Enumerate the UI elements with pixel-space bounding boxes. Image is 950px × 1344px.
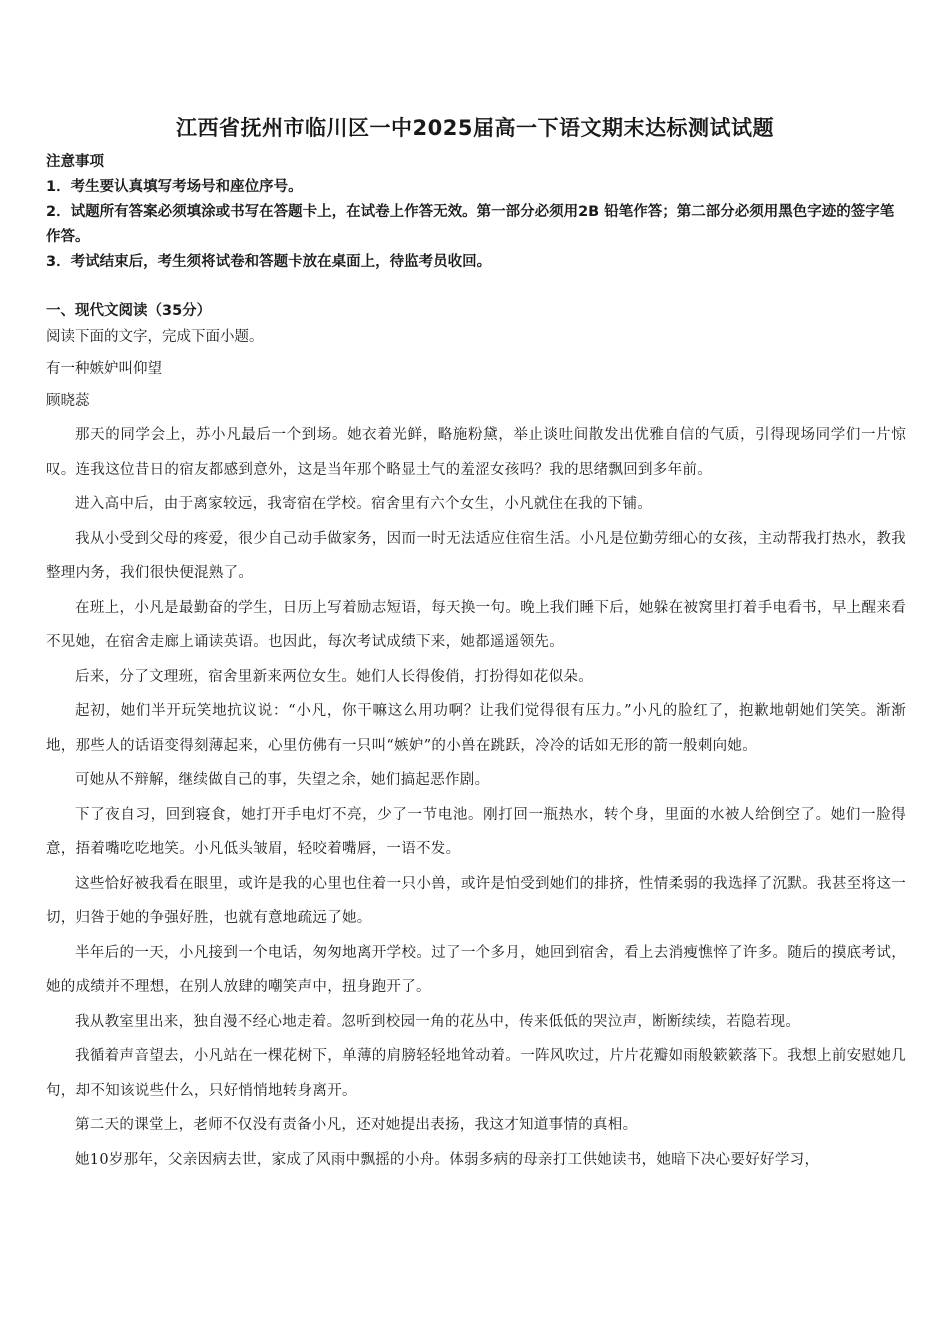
notice-heading: 注意事项	[46, 154, 104, 170]
page-title: 江西省抚州市临川区一中2025届高一下语文期末达标测试试题	[176, 116, 774, 140]
article-paragraph: 这些恰好被我看在眼里，或许是我的心里也住着一只小兽，或许是怕受到她们的排挤，性情柔弱的我选择了沉默。我甚至将这一切，归咎于她的争强好胜，也就有意地疏远了她。	[46, 875, 906, 926]
article-paragraph: 后来，分了文理班，宿舍里新来两位女生。她们人长得俊俏，打扮得如花似朵。	[75, 668, 593, 685]
article-paragraph: 第二天的课堂上，老师不仅没有责备小凡，还对她提出表扬，我这才知道事情的真相。	[75, 1117, 638, 1133]
article-author: 顾晓蕊	[46, 393, 90, 409]
article-paragraph: 可她从不辩解，继续做自己的事，失望之余，她们搞起恶作剧。	[75, 772, 490, 788]
article-paragraph: 在班上，小凡是最勤奋的学生，日历上写着励志短语，每天换一句。晚上我们睡下后，她躲在被窝里打着手电看书，早上醒来看不见她，在宿舍走廊上诵读英语。也因此，每次考试成绩下来，她都遥遥领先。	[46, 599, 906, 650]
notice-item: 2．试题所有答案必须填涂或书写在答题卡上，在试卷上作答无效。第一部分必须用2B 铅笔作答；第二部分必须用黑色字迹的签字笔作答。	[46, 204, 895, 245]
article-paragraph: 进入高中后，由于离家较远，我寄宿在学校。宿舍里有六个女生，小凡就住在我的下铺。	[75, 496, 653, 512]
article-paragraph: 我循着声音望去，小凡站在一棵花树下，单薄的肩膀轻轻地耸动着。一阵风吹过，片片花瓣如雨般簌簌落下。我想上前安慰她几句，却不知该说些什么，只好悄悄地转身离开。	[46, 1048, 906, 1099]
section-title: 一、现代文阅读（35分）	[46, 303, 212, 319]
article-paragraph: 半年后的一天，小凡接到一个电话，匆匆地离开学校。过了一个多月，她回到宿舍，看上去消瘦憔悴了许多。随后的摸底考试，她的成绩并不理想，在别人放肆的嘲笑声中，扭身跑开了。	[46, 944, 906, 995]
article-paragraph: 下了夜自习，回到寝食，她打开手电灯不亮，少了一节电池。刚打回一瓶热水，转个身，里面的水被人给倒空了。她们一脸得意，捂着嘴吃吃地笑。小凡低头皱眉，轻咬着嘴唇，一语不发。	[46, 806, 906, 857]
article-paragraph: 我从小受到父母的疼爱，很少自己动手做家务，因而一时无法适应住宿生活。小凡是位勤劳细心的女孩，主动帮我打热水，教我整理内务，我们很快便混熟了。	[46, 530, 906, 581]
article-paragraph: 我从教室里出来，独自漫不经心地走着。忽听到校园一角的花丛中，传来低低的哭泣声，断断续续，若隐若现。	[75, 1013, 801, 1030]
article-paragraph: 那天的同学会上，苏小凡最后一个到场。她衣着光鲜，略施粉黛，举止谈吐间散发出优雅自信的气质，引得现场同学们一片惊叹。连我这位昔日的宿友都感到意外，这是当年那个略显土气的羞涩女孩吗？我的思绪飘回到多年前。	[46, 427, 906, 478]
notice-section	[46, 150, 906, 275]
reading-section	[46, 300, 906, 1177]
notice-item: 3．考试结束后，考生须将试卷和答题卡放在桌面上，待监考员收回。	[46, 254, 492, 270]
notice-item: 1．考生要认真填写考场号和座位序号。	[46, 179, 303, 195]
article-paragraph: 她10岁那年，父亲因病去世，家成了风雨中飘摇的小舟。体弱多病的母亲打工供她读书，她暗下决心要好好学习，	[75, 1151, 820, 1168]
article-title: 有一种嫉妒叫仰望	[46, 361, 162, 377]
article-paragraph: 起初，她们半开玩笑地抗议说：“小凡，你干嘛这么用功啊？让我们觉得很有压力。”小凡的脸红了，抱歉地朝她们笑笑。渐渐地，那些人的话语变得刻薄起来，心里仿佛有一只叫“嫉妒”的小兽在跳跃，冷冷的话如无形的箭一般刺向她。	[46, 703, 906, 754]
section-instruction: 阅读下面的文字，完成下面小题。	[46, 329, 264, 345]
article-body	[46, 418, 906, 1177]
